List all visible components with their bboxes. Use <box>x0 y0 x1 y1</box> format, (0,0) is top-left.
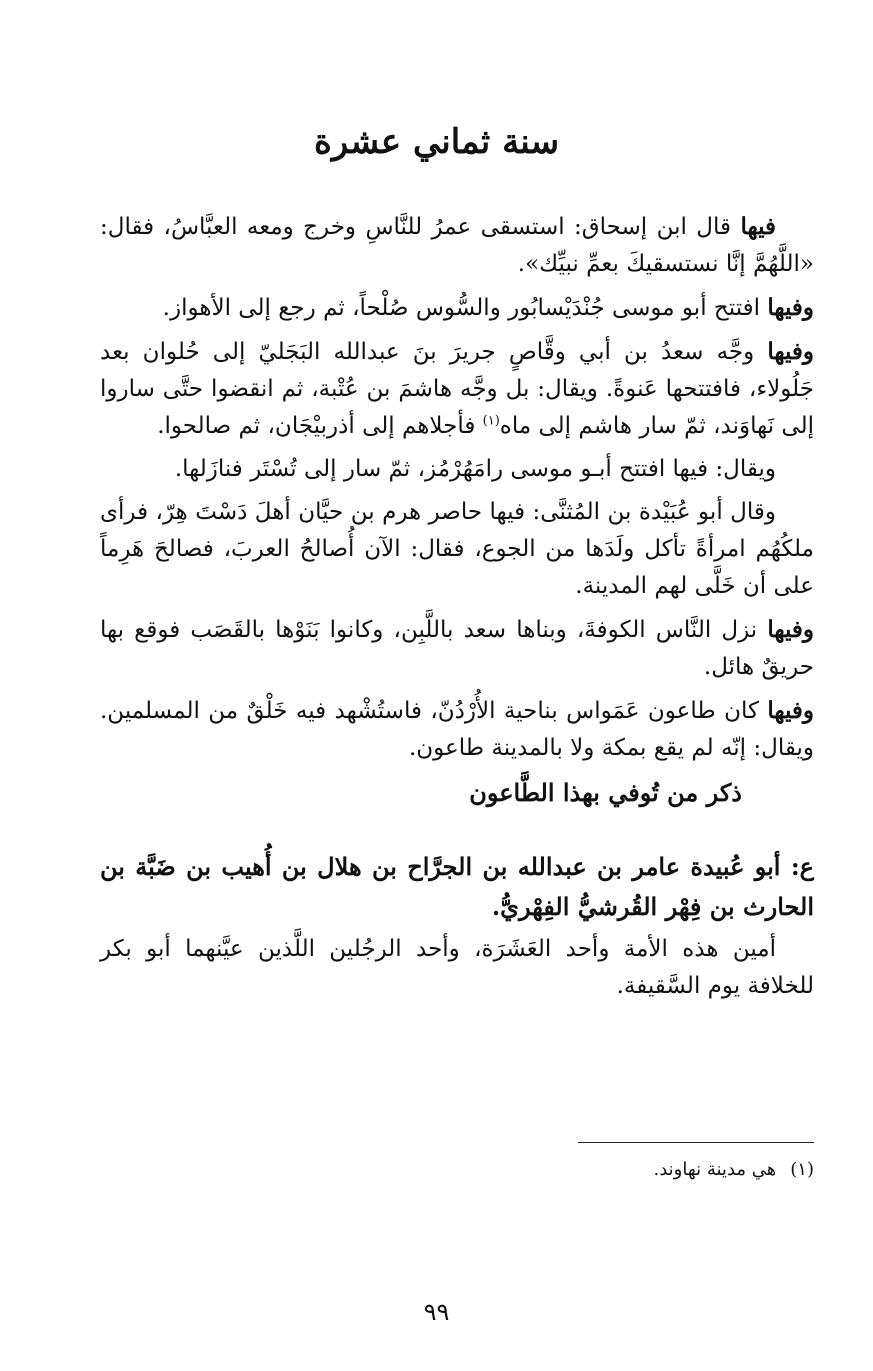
biography-entry-heading: ع: أبو عُبيدة عامر بن عبدالله بن الجرَّاح بن هلال بن أُهيب بن ضَبَّة بن الحارث بن فِهْر القُرشيُّ الفِهْريُّ. <box>100 852 814 921</box>
page-number: ٩٩ <box>423 1298 450 1326</box>
paragraph-lead: وفيها <box>767 294 814 321</box>
footnote-divider <box>578 1142 814 1143</box>
paragraph-5 <box>100 494 814 605</box>
footnote-number: (١) <box>790 1159 814 1180</box>
page-title: سنة ثماني عشرة <box>313 122 560 162</box>
paragraph-text: افتتح أبو موسى جُنْدَيْسابُور والسُّوس صُلْحاً، ثم رجع إلى الأهواز. <box>162 295 768 321</box>
biography-entry-text: أمين هذه الأمة وأحد العَشَرَة، وأحد الرجُلين اللَّذين عيَّنهما أبو بكر للخلافة يوم السَّقيفة. <box>100 936 814 999</box>
main-text <box>100 208 814 1011</box>
paragraph-text: قال ابن إسحاق: استسقى عمرُ للنَّاسِ وخرج ومعه العبَّاسُ، فقال: «اللَّهُمَّ إنَّا نستسقيكَ بعمِّ نبيِّك». <box>100 214 814 277</box>
paragraph-6 <box>100 611 814 686</box>
paragraph-lead: وفيها <box>767 616 814 643</box>
section-heading: ذكر من تُوفي بهذا الطَّاعون <box>469 778 742 807</box>
footnote-text: هي مدينة نهاوند. <box>653 1159 777 1180</box>
paragraph-4 <box>100 451 814 488</box>
paragraph-3 <box>100 333 814 445</box>
paragraph-1 <box>100 208 814 283</box>
paragraph-7 <box>100 692 814 767</box>
paragraph-lead: وفيها <box>767 697 814 724</box>
paragraph-text: وقال أبو عُبَيْدة بن المُثنَّى: فيها حاصر هرم بن حيَّان أهلَ دَسْتَ هِرّ، فرأى ملكُهُم امرأةً تأكل ولَدَها من الجوع، فقال: الآن أُصالحُ العربَ، فصالحَ هَرِماً على أن خَلَّى لهم المدينة. <box>100 499 814 599</box>
paragraph-text: نزل النَّاس الكوفةَ، وبناها سعد باللَّبِن، وكانوا بَنَوْها بالقَصَب فوقع بها حريقٌ هائل. <box>100 617 814 680</box>
footnote-marker: (١) <box>482 413 500 429</box>
paragraph-text: ويقال: فيها افتتح أبـو موسى رامَهُرْمُز، ثمّ سار إلى تُسْتَر فنازَلها. <box>174 456 776 482</box>
paragraph-2 <box>100 289 814 327</box>
paragraph-lead: وفيها <box>767 338 814 365</box>
paragraph-text: وجَّه سعدُ بن أبي وقَّاصٍ جريرَ بنَ عبدالله البَجَليّ إلى حُلوان بعد جَلُولاء، فافتتحها عَنوةً. ويقال: بل وجَّه هاشمَ بن عُتْبة، ثم انقضوا حتَّى ساروا إلى نَهاوَند، ثمّ سار هاشم إلى ماه <box>100 339 814 439</box>
footnote <box>400 1156 814 1184</box>
paragraph-text: كان طاعون عَمَواس بناحية الأُرْدُنّ، فاستُشْهد فيه خَلْقٌ من المسلمين. ويقال: إنّه لم يقع بمكة ولا بالمدينة طاعون. <box>100 698 814 761</box>
paragraph-lead: فيها <box>740 213 776 240</box>
paragraph-text: فأجلاهم إلى أذربيْجَان، ثم صالحوا. <box>157 413 483 439</box>
